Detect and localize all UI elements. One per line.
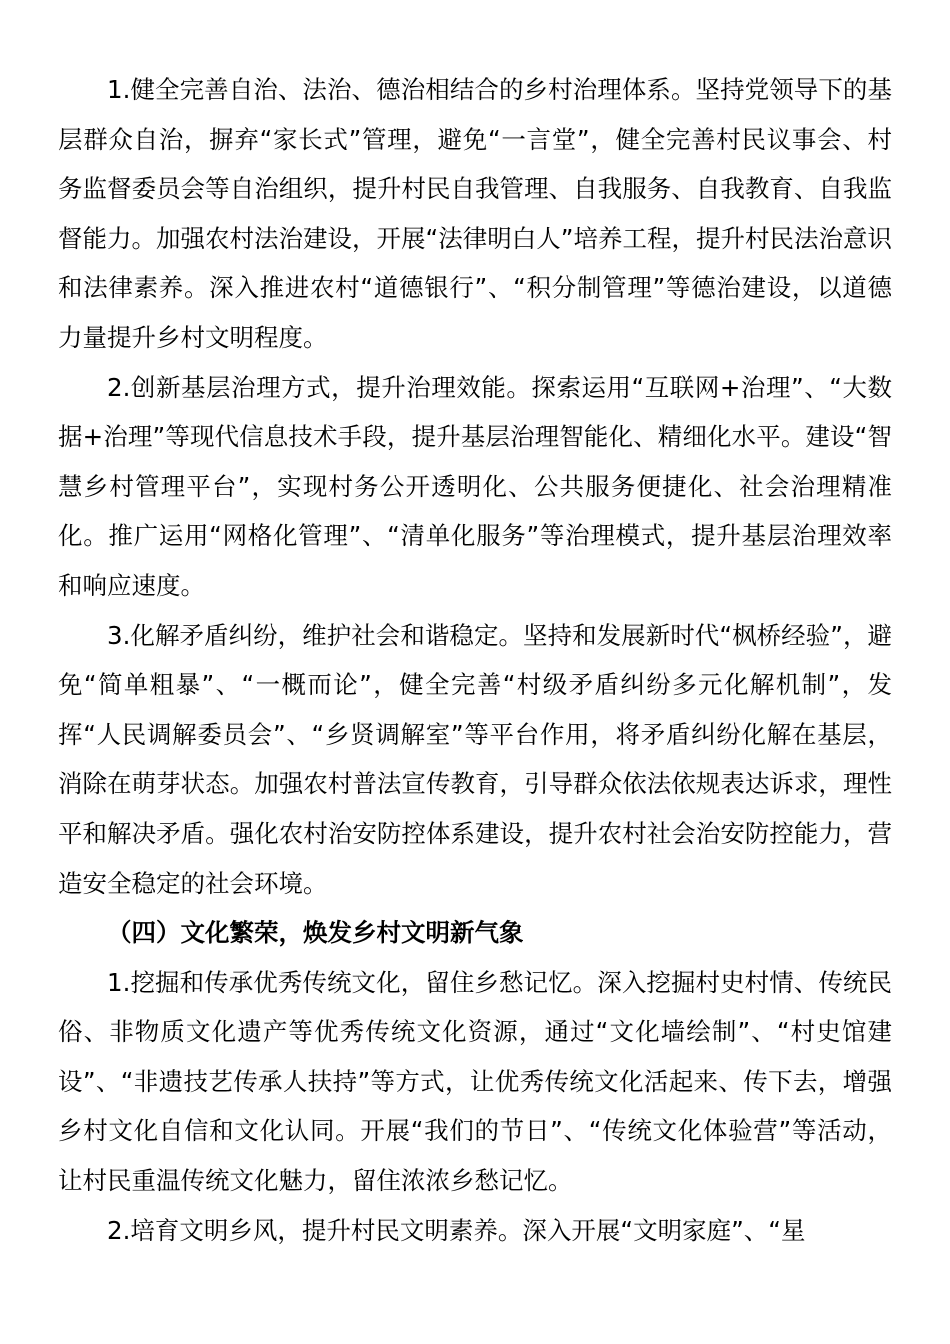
paragraph-governance-system: 1.健全完善自治、法治、德治相结合的乡村治理体系。坚持党领导下的基层群众自治，摒弃“家长式”管理，避免“一言堂”，健全完善村民议事会、村务监督委员会等自治组织，提升村民自我管理、自我服务、自我教育、自我监督能力。加强农村法治建设，开展“法律明白人”培养工程，提升村民法治意识和法律素养。深入推进农村“道德银行”、“积分制管理”等德治建设，以道德力量提升乡村文明程度。 bbox=[58, 75, 892, 352]
paragraph-civilized-customs: 2.培育文明乡风，提升村民文明素养。深入开展“文明家庭”、“星 bbox=[107, 1215, 806, 1245]
section-heading-culture: （四）文化繁荣，焕发乡村文明新气象 bbox=[107, 918, 524, 948]
paragraph-dispute-resolution: 3.化解矛盾纠纷，维护社会和谐稳定。坚持和发展新时代“枫桥经验”，避免“简单粗暴”、“一概而论”，健全完善“村级矛盾纠纷多元化解机制”，发挥“人民调解委员会”、“乡贤调解室”等平台作用，将矛盾纠纷化解在基层，消除在萌芽状态。加强农村普法宣传教育，引导群众依法依规表达诉求，理性平和解决矛盾。强化农村治安防控体系建设，提升农村社会治安防控能力，营造安全稳定的社会环境。 bbox=[58, 620, 892, 898]
paragraph-traditional-culture: 1.挖掘和传承优秀传统文化，留住乡愁记忆。深入挖掘村史村情、传统民俗、非物质文化遗产等优秀传统文化资源，通过“文化墙绘制”、“村史馆建设”、“非遗技艺传承人扶持”等方式，让优秀传统文化活起来、传下去，增强乡村文化自信和文化认同。开展“我们的节日”、“传统文化体验营”等活动，让村民重温传统文化魅力，留住浓浓乡愁记忆。 bbox=[58, 967, 892, 1196]
document-page bbox=[58, 65, 892, 1255]
paragraph-governance-innovation: 2.创新基层治理方式，提升治理效能。探索运用“互联网+治理”、“大数据+治理”等现代信息技术手段，提升基层治理智能化、精细化水平。建设“智慧乡村管理平台”，实现村务公开透明化、公共服务便捷化、社会治理精准化。推广运用“网格化管理”、“清单化服务”等治理模式，提升基层治理效率和响应速度。 bbox=[58, 372, 892, 600]
